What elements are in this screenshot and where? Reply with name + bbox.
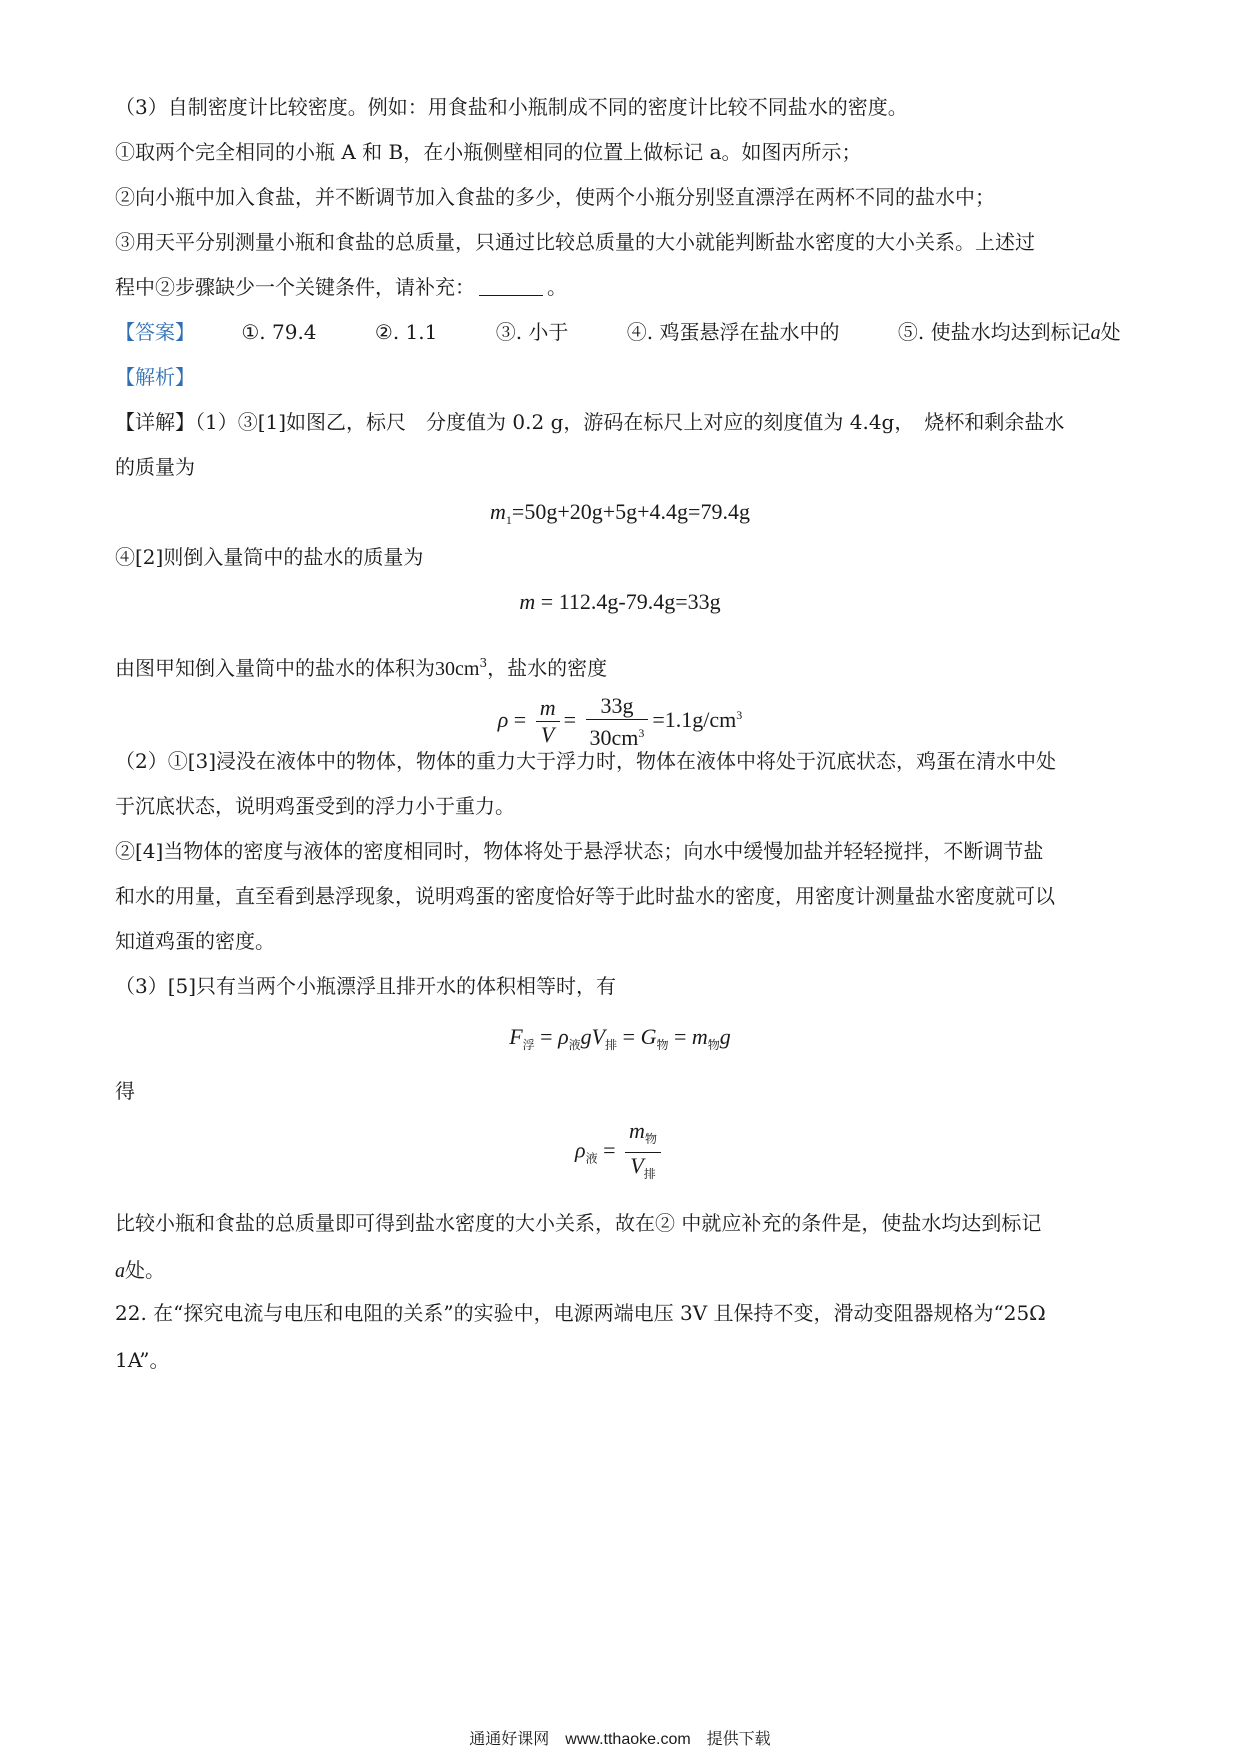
de-word: 得 <box>115 1079 135 1103</box>
eq5-frac <box>625 1118 661 1187</box>
detail-1-text: （1）③[1]如图乙，标尺 分度值为 0.2 g，游码在标尺上对应的刻度值为 4.4g， 烧杯和剩余盐水 <box>195 410 1065 434</box>
detail-2: ④[2]则倒入量筒中的盐水的质量为 <box>115 545 424 569</box>
answer-item-1: ①. 79.4 <box>241 320 317 344</box>
detail-volume-sup: 3 <box>479 656 488 670</box>
answer-item-4: ④. 鸡蛋悬浮在盐水中的 <box>626 320 840 344</box>
detail-4-line1: ②[4]当物体的密度与液体的密度相同时，物体将处于悬浮状态；向水中缓慢加盐并轻轻搅拌，不断调节盐 <box>115 839 1044 863</box>
answer-mark-a: a <box>1090 322 1101 344</box>
eq5-rho-sub: 液 <box>585 1151 598 1166</box>
eq5-V: V <box>630 1153 644 1178</box>
eq4-G-sub: 物 <box>656 1038 669 1052</box>
detail-3-line1: （2）①[3]浸没在液体中的物体，物体的重力大于浮力时，物体在液体中将处于沉底状态，鸡蛋在清水中处 <box>115 749 1057 773</box>
detail-volume-value: 30cm <box>435 658 480 680</box>
conclusion-line2 <box>115 1255 1135 1286</box>
eq4-rho-sub: 液 <box>568 1038 581 1052</box>
eq1-sub: 1 <box>505 513 512 527</box>
eq4-m-sub: 物 <box>707 1038 720 1052</box>
q3-step3-period: 。 <box>547 275 567 299</box>
conclusion-mark-a: a <box>115 1260 125 1282</box>
detail-volume-pre: 由图甲知倒入量筒中的盐水的体积为 <box>115 656 435 680</box>
equation-5: $\rho_液$ = $\frac{m_物}{V_排}$ <box>0 1118 1240 1187</box>
equation-3: ρ = $\frac{m}{V}$ = $\frac{33g}{30cm^3}$ $=1.1g/cm^3$ <box>497 692 743 750</box>
eq4-G: G <box>640 1024 657 1049</box>
q3-step2: ②向小瓶中加入食盐，并不断调节加入食盐的多少，使两个小瓶分别竖直漂浮在两杯不同的盐水中； <box>115 185 995 209</box>
equation-1 <box>0 497 1240 535</box>
detail-4-line2: 和水的用量，直至看到悬浮现象，说明鸡蛋的密度恰好等于此时盐水的密度，用密度计测量盐水密度就可以 <box>115 884 1055 908</box>
answer-row <box>115 317 1135 348</box>
equation-4: $F_浮 = \rho_液gV_排 = G_物 = m_物g$ <box>509 1024 731 1052</box>
detail-5: （3）[5]只有当两个小瓶漂浮且排开水的体积相等时，有 <box>115 974 617 998</box>
q3-step3-line1: ③用天平分别测量小瓶和食盐的总质量，只通过比较总质量的大小就能判断盐水密度的大小关系。上述过 <box>115 230 1035 254</box>
eq4-g2: g <box>719 1024 731 1049</box>
eq4-F: F <box>509 1024 523 1049</box>
eq3-frac-mv <box>536 695 560 748</box>
detail-1-line1 <box>115 407 1135 437</box>
eq3-frac-values <box>586 693 649 751</box>
detail-3-line2: 于沉底状态，说明鸡蛋受到的浮力小于重力。 <box>115 794 515 818</box>
q3-step1: ①取两个完全相同的小瓶 A 和 B，在小瓶侧壁相同的位置上做标记 a。如图丙所示； <box>115 140 862 164</box>
eq3-m: m <box>536 695 560 722</box>
answer-tail: 处 <box>1100 320 1121 344</box>
eq1-m: m <box>490 499 506 524</box>
question-22-line2: 1A”。 <box>115 1348 170 1372</box>
equation-2 <box>0 587 1240 617</box>
eq5-m-sub: 物 <box>644 1132 657 1146</box>
analysis-label: 【解析】 <box>115 365 195 389</box>
eq4-F-sub: 浮 <box>522 1038 535 1052</box>
detail-4-line3: 知道鸡蛋的密度。 <box>115 929 275 953</box>
page-footer: 通通好课网 www.tthaoke.com 提供下载 <box>469 1731 771 1748</box>
eq3-rho: ρ <box>497 707 509 732</box>
eq5-rho: ρ <box>575 1137 586 1163</box>
eq1-rhs: =50g+20g+5g+4.4g=79.4g <box>511 499 750 524</box>
detail-label: 【详解】 <box>115 410 195 434</box>
eq3-result-sup: 3 <box>736 708 743 722</box>
q3-intro: （3）自制密度计比较密度。例如：用食盐和小瓶制成不同的密度计比较不同盐水的密度。 <box>115 95 908 119</box>
eq4-V-sub: 排 <box>605 1038 618 1052</box>
eq4-m: m <box>691 1024 708 1049</box>
eq3-den-sup: 3 <box>638 725 645 740</box>
detail-volume <box>115 648 1135 684</box>
q3-step3-text: 程中②步骤缺少一个关键条件，请补充： <box>115 275 475 299</box>
eq4-rho: ρ <box>558 1024 569 1049</box>
eq2-m: m <box>519 589 536 614</box>
answer-item-5: ⑤. 使盐水均达到标记 <box>897 320 1091 344</box>
answer-blank <box>479 277 543 296</box>
eq3-result: =1.1g/cm <box>652 707 737 732</box>
answer-label: 【答案】 <box>115 320 195 344</box>
eq2-rhs: = 112.4g-79.4g=33g <box>535 589 721 614</box>
question-22-line1: 22. 在“探究电流与电压和电阻的关系”的实验中，电源两端电压 3V 且保持不变，滑动变阻器规格为“25Ω <box>115 1301 1046 1325</box>
eq3-num: 33g <box>586 693 649 720</box>
eq4-g1: g <box>580 1024 592 1049</box>
eq5-V-sub: 排 <box>643 1167 656 1181</box>
eq3-den: 30cm <box>589 724 639 750</box>
detail-volume-post: ，盐水的密度 <box>487 656 608 680</box>
answer-item-3: ③. 小于 <box>495 320 569 344</box>
eq5-m: m <box>629 1118 645 1143</box>
conclusion-line1: 比较小瓶和食盐的总质量即可得到盐水密度的大小关系，故在② 中就应补充的条件是，使盐水均达到标记 <box>115 1211 1042 1235</box>
eq3-v: V <box>540 722 555 748</box>
conclusion-tail: 处。 <box>125 1258 165 1282</box>
q3-step3-line2 <box>115 272 1135 302</box>
eq4-V: V <box>591 1024 606 1049</box>
answer-item-2: ②. 1.1 <box>374 320 438 344</box>
detail-1-line2: 的质量为 <box>115 455 195 479</box>
